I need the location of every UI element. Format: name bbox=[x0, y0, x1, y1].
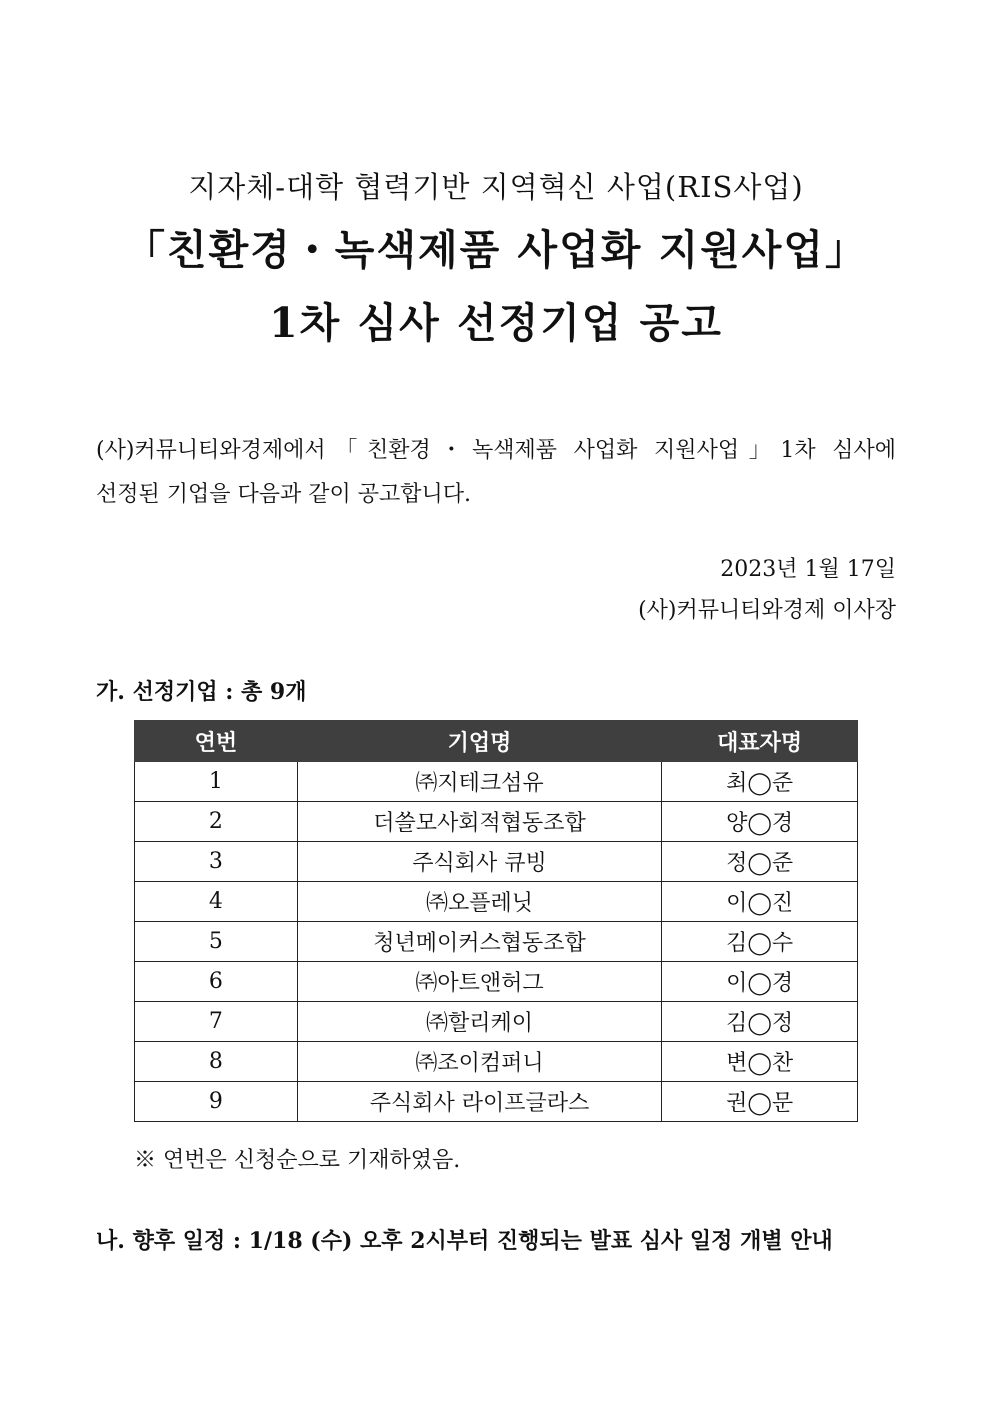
cell-serial-number: 9 bbox=[135, 1082, 298, 1122]
header-serial-number: 연번 bbox=[135, 721, 298, 762]
cell-representative: 최◯준 bbox=[662, 762, 858, 802]
cell-serial-number: 7 bbox=[135, 1002, 298, 1042]
document-title-line-2: 1차 심사 선정기업 공고 bbox=[269, 299, 723, 347]
cell-company-name: ㈜조이컴퍼니 bbox=[297, 1042, 662, 1082]
table-row bbox=[135, 962, 858, 1002]
table-row bbox=[135, 882, 858, 922]
cell-representative: 양◯경 bbox=[662, 802, 858, 842]
cell-company-name: ㈜오플레닛 bbox=[297, 882, 662, 922]
document-title-line-1: 「친환경・녹색제품 사업화 지원사업」 bbox=[123, 226, 869, 274]
table-row bbox=[135, 802, 858, 842]
table-row bbox=[135, 1082, 858, 1122]
cell-serial-number: 1 bbox=[135, 762, 298, 802]
header-company-name: 기업명 bbox=[297, 721, 662, 762]
table-row bbox=[135, 922, 858, 962]
cell-company-name: ㈜아트앤허그 bbox=[297, 962, 662, 1002]
table-row bbox=[135, 1042, 858, 1082]
selected-companies-table bbox=[134, 720, 858, 1122]
section-a-heading: 가. 선정기업 : 총 9개 bbox=[96, 679, 307, 705]
intro-line-2: 선정된 기업을 다음과 같이 공고합니다. bbox=[96, 482, 471, 507]
cell-company-name: 청년메이커스협동조합 bbox=[297, 922, 662, 962]
cell-representative: 이◯경 bbox=[662, 962, 858, 1002]
cell-company-name: 주식회사 라이프글라스 bbox=[297, 1082, 662, 1122]
document-subtitle: 지자체-대학 협력기반 지역혁신 사업(RIS사업) bbox=[188, 170, 804, 204]
table-row bbox=[135, 762, 858, 802]
intro-paragraph bbox=[96, 429, 896, 517]
announcement-date: 2023년 1월 17일 bbox=[720, 557, 896, 582]
cell-representative: 김◯수 bbox=[662, 922, 858, 962]
cell-serial-number: 6 bbox=[135, 962, 298, 1002]
intro-line-1: (사)커뮤니티와경제에서「친환경・녹색제품 사업화 지원사업」1차 심사에 bbox=[96, 438, 896, 463]
cell-company-name: 주식회사 큐빙 bbox=[297, 842, 662, 882]
section-b-heading: 나. 향후 일정 : 1/18 (수) 오후 2시부터 진행되는 발표 심사 일정 개별 안내 bbox=[96, 1228, 833, 1254]
table-header-row bbox=[135, 721, 858, 762]
cell-representative: 정◯준 bbox=[662, 842, 858, 882]
cell-company-name: 더쓸모사회적협동조합 bbox=[297, 802, 662, 842]
cell-serial-number: 2 bbox=[135, 802, 298, 842]
cell-company-name: ㈜할리케이 bbox=[297, 1002, 662, 1042]
cell-representative: 권◯문 bbox=[662, 1082, 858, 1122]
cell-serial-number: 8 bbox=[135, 1042, 298, 1082]
cell-representative: 변◯찬 bbox=[662, 1042, 858, 1082]
header-representative: 대표자명 bbox=[662, 721, 858, 762]
cell-representative: 이◯진 bbox=[662, 882, 858, 922]
table-footnote: ※ 연번은 신청순으로 기재하였음. bbox=[134, 1148, 461, 1173]
cell-representative: 김◯정 bbox=[662, 1002, 858, 1042]
table-row bbox=[135, 842, 858, 882]
cell-serial-number: 5 bbox=[135, 922, 298, 962]
issuer-name: (사)커뮤니티와경제 이사장 bbox=[638, 598, 896, 623]
table-row bbox=[135, 1002, 858, 1042]
cell-company-name: ㈜지테크섬유 bbox=[297, 762, 662, 802]
cell-serial-number: 4 bbox=[135, 882, 298, 922]
cell-serial-number: 3 bbox=[135, 842, 298, 882]
